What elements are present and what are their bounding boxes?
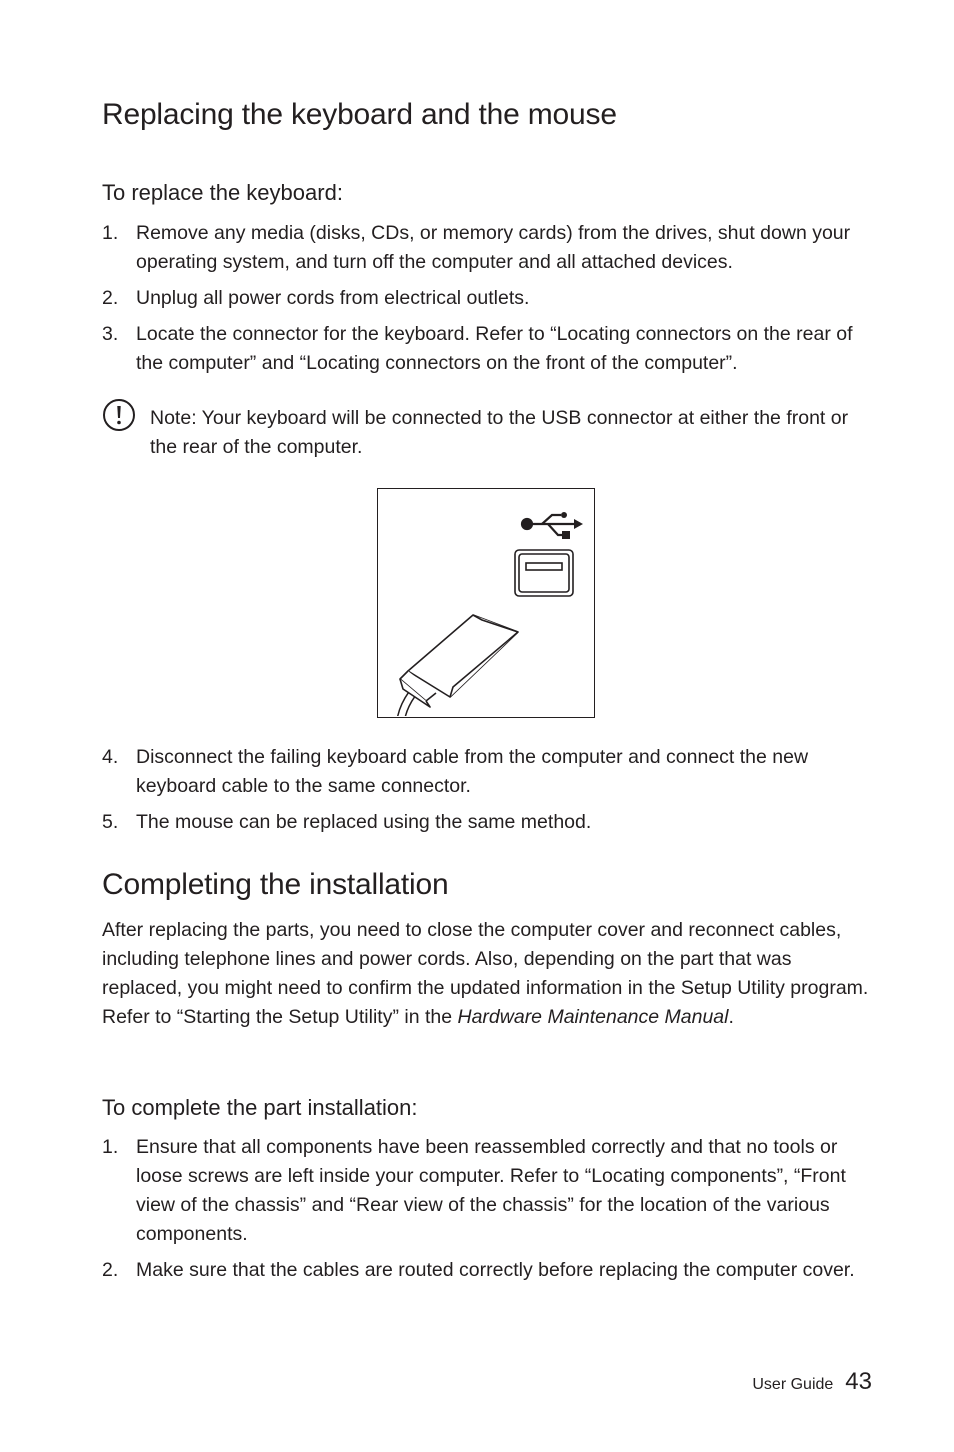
step-text: Locate the connector for the keyboard. Refer to “Locating connectors on the rear of the computer” and “Locating connectors on the front of the computer”. xyxy=(136,323,853,374)
step-number: 1. xyxy=(102,1136,119,1158)
step-text: Make sure that the cables are routed correctly before replacing the computer cover. xyxy=(136,1259,855,1281)
usb-trident-icon xyxy=(522,512,583,539)
keyboard-steps-list-continued xyxy=(102,743,877,844)
step-number: 2. xyxy=(102,287,119,309)
usb-port xyxy=(515,550,573,596)
list-item xyxy=(102,284,877,313)
installation-steps-list xyxy=(102,1133,877,1292)
list-item xyxy=(102,808,877,837)
step-number: 4. xyxy=(102,746,119,768)
list-item xyxy=(102,743,877,801)
list-item xyxy=(102,320,877,378)
keyboard-steps-list xyxy=(102,219,877,385)
section-title-completing: Completing the installation xyxy=(102,868,449,901)
usb-illustration xyxy=(378,489,593,716)
intro-text: After replacing the parts, you need to close the computer cover and reconnect cables, including telephone lines and power cords. Also, depending on the part that was replaced, you might need to confirm the updated information in the Setup Utility program. Refer to “Starting the Setup Utility” in the xyxy=(102,919,869,1028)
intro-end: . xyxy=(728,1006,734,1028)
step-number: 2. xyxy=(102,1259,119,1281)
step-text: The mouse can be replaced using the same method. xyxy=(136,811,592,833)
step-text: Unplug all power cords from electrical outlets. xyxy=(136,287,530,309)
page-footer xyxy=(752,1368,872,1396)
list-item xyxy=(102,1256,877,1285)
manual-title: Hardware Maintenance Manual xyxy=(457,1006,729,1028)
list-item xyxy=(102,1133,877,1249)
note-text: Your keyboard will be connected to the USB connector at either the front or the rear of the computer. xyxy=(150,407,849,458)
list-item xyxy=(102,219,877,277)
usb-plug xyxy=(400,615,518,716)
step-number: 5. xyxy=(102,811,119,833)
note-paragraph xyxy=(150,404,870,462)
note-label: Note: xyxy=(150,407,197,429)
step-text: Disconnect the failing keyboard cable from the computer and connect the new keyboard cable to the same connector. xyxy=(136,746,809,797)
step-text: Remove any media (disks, CDs, or memory cards) from the drives, shut down your operating system, and turn off the computer and all attached devices. xyxy=(136,222,851,273)
step-number: 1. xyxy=(102,222,119,244)
exclamation-circle-icon xyxy=(102,398,136,432)
footer-label: User Guide xyxy=(752,1376,834,1393)
intro-paragraph xyxy=(102,916,877,1032)
usb-connector-figure xyxy=(377,488,595,718)
section-title-replacing: Replacing the keyboard and the mouse xyxy=(102,98,617,131)
step-number: 3. xyxy=(102,323,119,345)
subheading-replace-keyboard: To replace the keyboard: xyxy=(102,180,343,205)
page-number: 43 xyxy=(845,1368,872,1395)
subheading-complete-installation: To complete the part installation: xyxy=(102,1095,418,1120)
step-text: Ensure that all components have been reassembled correctly and that no tools or loose screws are left inside your computer. Refer to “Locating components”, “Front view of the chassis” and “Rear view of the chassis” for the location of the various components. xyxy=(136,1136,846,1245)
